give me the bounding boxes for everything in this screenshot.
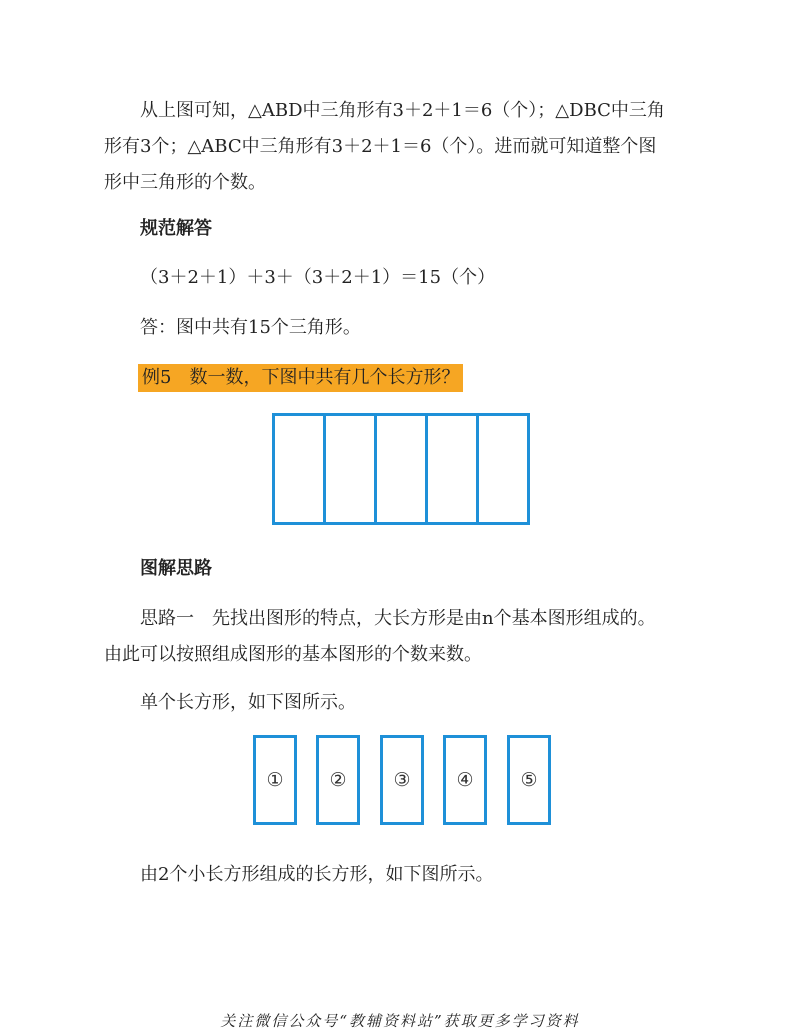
intro-line-2: 形有3个；△ABC中三角形有3＋2＋1＝6（个）。进而就可知道整个图 [104,136,657,157]
small-rect-2: ② [316,735,360,825]
intro-line-3: 形中三角形的个数。 [104,172,266,193]
small-rect-3: ③ [380,735,424,825]
rect-cell [479,416,527,522]
double-rect-caption: 由2个小长方形组成的长方形，如下图所示。 [140,864,494,885]
thought-line-1: 思路一 先找出图形的特点，大长方形是由n个基本图形组成的。 [140,608,656,629]
example-5-label: 例5 数一数，下图中共有几个长方形？ [138,364,463,392]
single-rect-caption: 单个长方形，如下图所示。 [140,692,356,713]
thought-line-2: 由此可以按照组成图形的基本图形的个数来数。 [104,644,482,665]
small-rect-5: ⑤ [507,735,551,825]
large-rectangle-figure [272,413,530,525]
rect-cell [275,416,326,522]
rect-cell [326,416,377,522]
small-rect-4: ④ [443,735,487,825]
solution-heading: 规范解答 [140,218,212,239]
intro-line-1: 从上图可知，△ABD中三角形有3＋2＋1＝6（个）；△DBC中三角 [140,100,665,121]
solution-equation: （3＋2＋1）＋3＋（3＋2＋1）＝15（个） [140,267,496,288]
analysis-heading: 图解思路 [140,558,212,579]
rect-cell [377,416,428,522]
small-rectangles-figure [253,735,553,825]
small-rect-1: ① [253,735,297,825]
rect-cell [428,416,479,522]
answer-text: 答：图中共有15个三角形。 [140,317,361,338]
footer-watermark: 关注微信公众号“教辅资料站”获取更多学习资料 [220,1012,580,1030]
